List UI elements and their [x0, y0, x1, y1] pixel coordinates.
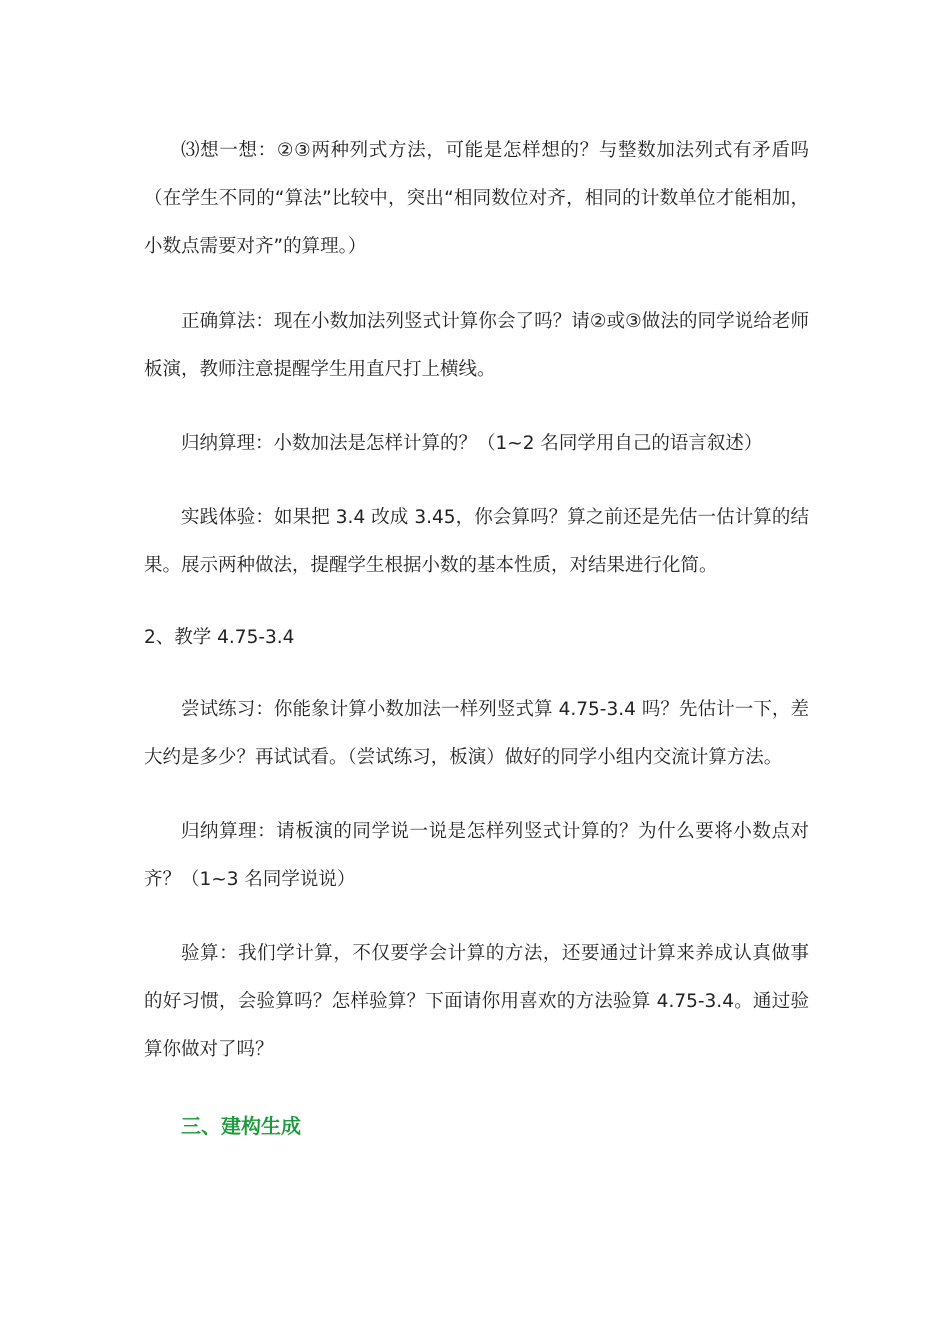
paragraph-verification: 验算：我们学计算，不仅要学会计算的方法，还要通过计算来养成认真做事的好习惯，会验算吗？怎样验算？下面请你用喜欢的方法验算 4.75-3.4。通过验算你做对了吗？: [144, 943, 809, 1060]
paragraph-think-methods: ⑶想一想：②③两种列式方法，可能是怎样想的？与整数加法列式有矛盾吗（在学生不同的“算法”比较中，突出“相同数位对齐，相同的计数单位才能相加，小数点需要对齐”的算理。）: [144, 140, 809, 257]
paragraph-practice-experience: 实践体验：如果把 3.4 改成 3.45，你会算吗？算之前还是先估一估计算的结果。展示两种做法，提醒学生根据小数的基本性质，对结果进行化简。: [144, 507, 809, 576]
paragraph-summarize-addition: 归纳算理：小数加法是怎样计算的？（1~2 名同学用自己的语言叙述）: [181, 433, 763, 454]
paragraph-correct-algorithm: 正确算法：现在小数加法列竖式计算你会了吗？请②或③做法的同学说给老师板演，教师注意提醒学生用直尺打上横线。: [144, 311, 809, 380]
paragraph-try-exercise: 尝试练习：你能象计算小数加法一样列竖式算 4.75-3.4 吗？先估计一下，差大约是多少？再试试看。（尝试练习，板演）做好的同学小组内交流计算方法。: [144, 699, 809, 768]
paragraph-teaching-subtraction: 2、教学 4.75-3.4: [144, 627, 295, 648]
section-heading: 三、建构生成: [181, 1114, 301, 1138]
paragraph-summarize-subtraction: 归纳算理：请板演的同学说一说是怎样列竖式计算的？为什么要将小数点对齐？（1~3 名同学说说）: [144, 821, 809, 890]
